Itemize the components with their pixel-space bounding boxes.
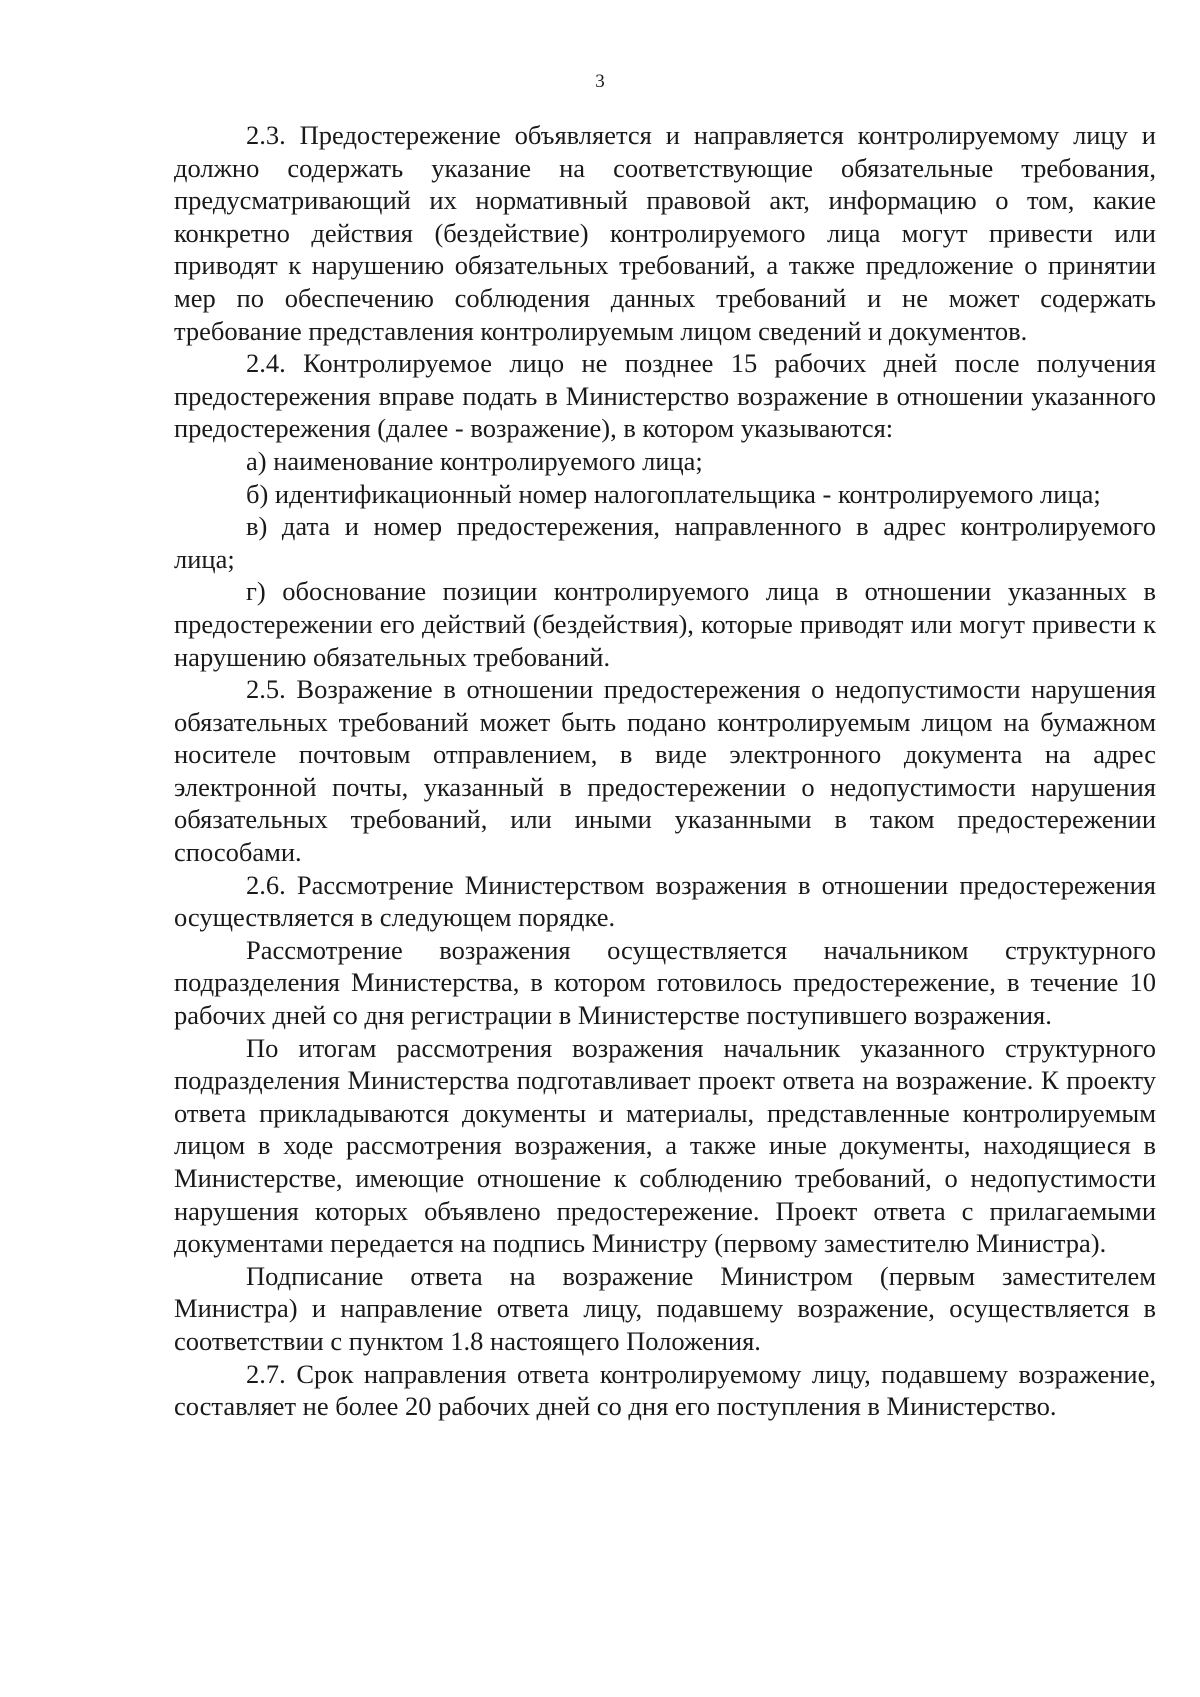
list-item-b: б) идентификационный номер налогоплательщика - контролируемого лица; xyxy=(246,478,1101,509)
paragraph-review-results: По итогам рассмотрения возражения начальник указанного структурного подразделения Министерства подготавливает проект ответа на возражение. К проекту ответа прикладываются документы и материалы, представленные контролируемым лицом в ходе рассмотрения возражения, а также иные документы, находящиеся в Министерстве, имеющие отношение к соблюдению требований, о недопустимости нарушения которых объявлено предостережение. Проект ответа с прилагаемыми документами передается на подпись Министру (первому заместителю Министра). xyxy=(174,1032,1156,1259)
paragraph-review-procedure: Рассмотрение возражения осуществляется начальником структурного подразделения Министерства, в котором готовилось предостережение, в течение 10 рабочих дней со дня регистрации в Министерстве поступившего возражения. xyxy=(174,934,1156,1031)
paragraph-2-6: 2.6. Рассмотрение Министерством возражения в отношении предостережения осуществляется в следующем порядке. xyxy=(174,869,1156,933)
paragraph-2-7: 2.7. Срок направления ответа контролируемому лицу, подавшему возражение, составляет не более 20 рабочих дней со дня его поступления в Министерство. xyxy=(174,1358,1156,1422)
paragraph-signing: Подписание ответа на возражение Министром (первым заместителем Министра) и направление ответа лицу, подавшему возражение, осуществляется в соответствии с пунктом 1.8 настоящего Положения. xyxy=(174,1260,1156,1356)
paragraph-2-4: 2.4. Контролируемое лицо не позднее 15 рабочих дней после получения предостережения вправе подать в Министерство возражение в отношении указанного предостережения (далее - возражение), в котором указываются: xyxy=(174,348,1156,444)
list-item-v: в) дата и номер предостережения, направленного в адрес контролируемого лица; xyxy=(174,511,1156,574)
list-item-a: а) наименование контролируемого лица; xyxy=(246,445,703,476)
list-item-g: г) обоснование позиции контролируемого лица в отношении указанных в предостережении его действий (бездействия), которые приводят или могут привести к нарушению обязательных требований. xyxy=(174,576,1156,672)
paragraph-2-3: 2.3. Предостережение объявляется и направляется контролируемому лицу и должно содержать указание на соответствующие обязательные требования, предусматривающий их нормативный правовой акт, информацию о том, какие конкретно действия (бездействие) контролируемого лица могут привести или приводят к нарушению обязательных требований, а также предложение о принятии мер по обеспечению соблюдения данных требований и не может содержать требование представления контролируемым лицом сведений и документов. xyxy=(174,120,1156,346)
document-body xyxy=(174,119,1156,1423)
paragraph-2-5: 2.5. Возражение в отношении предостережения о недопустимости нарушения обязательных требований может быть подано контролируемым лицом на бумажном носителе почтовым отправлением, в виде электронного документа на адрес электронной почты, указанный в предостережении о недопустимости нарушения обязательных требований, или иными указанными в таком предостережении способами. xyxy=(174,674,1156,868)
page-number: 3 xyxy=(595,71,605,92)
